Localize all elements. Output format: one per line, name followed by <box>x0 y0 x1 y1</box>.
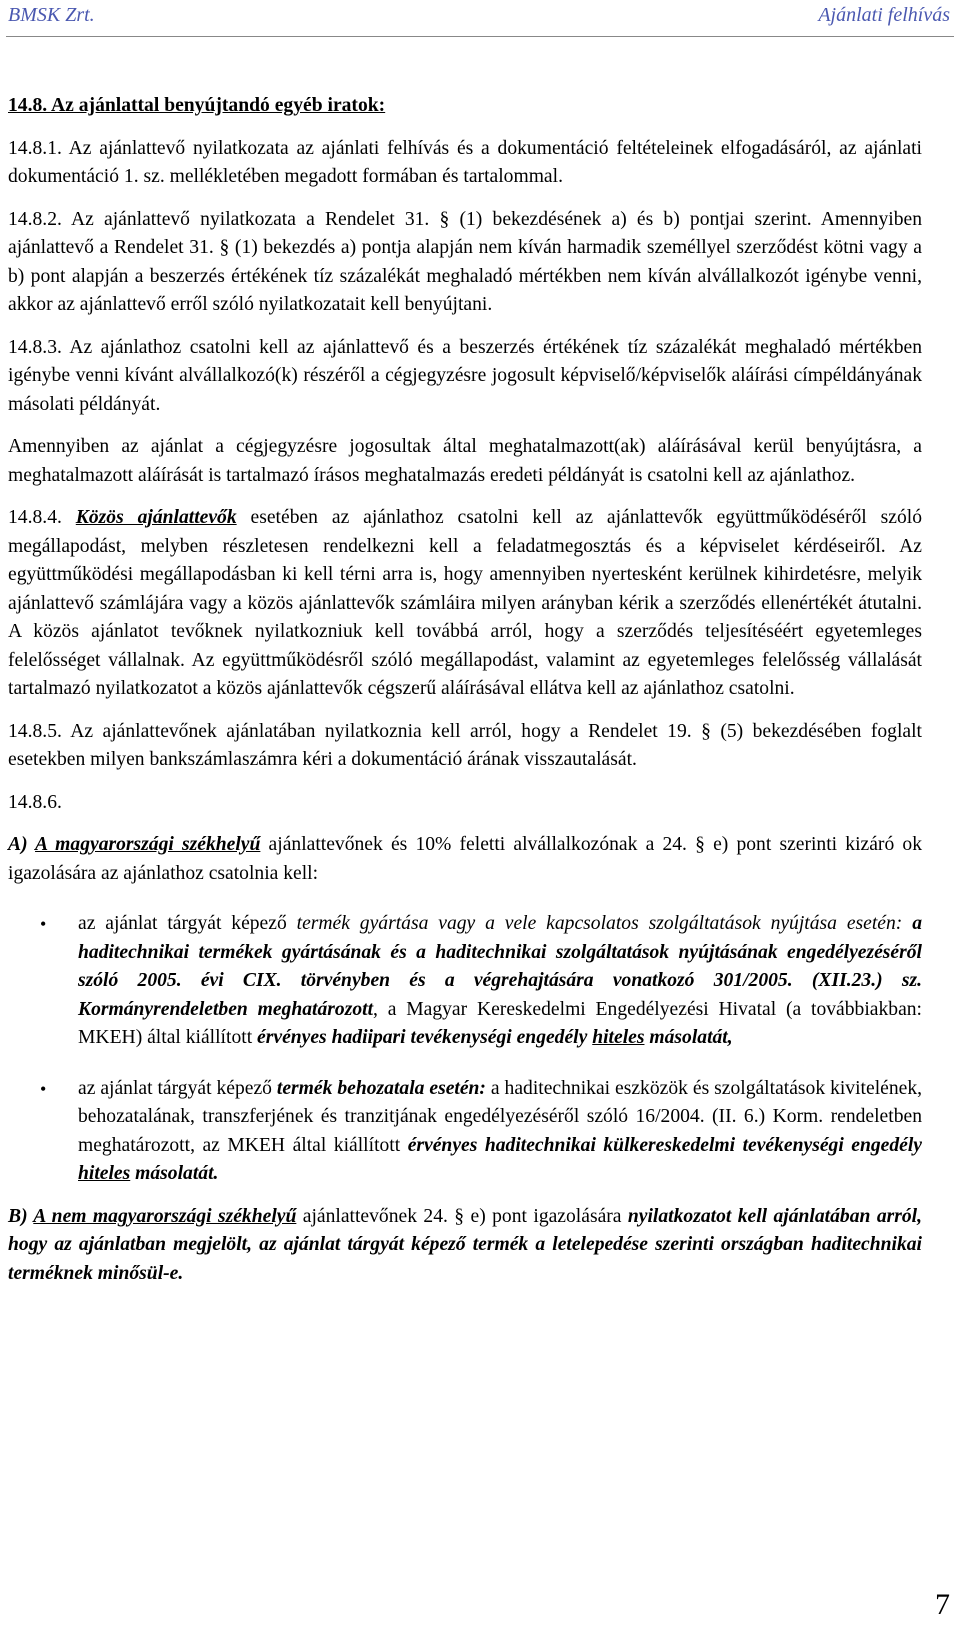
joint-bidders-term: Közös ajánlattevők <box>75 507 237 528</box>
paragraph-14-8-6: 14.8.6. <box>8 791 62 813</box>
header-rule <box>6 36 954 37</box>
paragraph-b: B) A nem magyarországi székhelyű ajánlattevőnek 24. § e) pont igazolására nyilatkozatot kell ajánlatában arról, hogy az ajánlatban megjelölt, az ajánlat tárgyát képező termék a letelepedése szerinti országban haditechnikai terméknek minősül-e. <box>8 1205 922 1284</box>
page-header <box>0 0 960 40</box>
paragraph-14-8-4: 14.8.4. Közös ajánlattevők esetében az ajánlathoz csatolni kell az ajánlattevők együttműködéséről szóló megállapodást, melyben részletesen rendelkezni kell a feladatmegosztás és a képviselet kérdéseiről. Az együttműködési megállapodásban ki kell térni arra is, hogy amennyiben nyertesként kerülnek kihirdetésre, melyik ajánlattevő számlájára vagy a közös ajánlattevők számláira milyen arányban kérik a szerződés ellenértékét átutalni. A közös ajánlatot tevőknek nyilatkozniuk kell továbbá arról, hogy a szerződés teljesítéséért egyetemleges felelősséget vállalnak. Az együttműködésről szóló megállapodást, valamint az egyetemleges felelősség vállalását tartalmazó nyilatkozatot a közös ajánlattevők cégszerű aláírásával ellátva kell az ajánlathoz csatolni. <box>8 507 923 699</box>
list-item: • az ajánlat tárgyát képező termék gyártása vagy a vele kapcsolatos szolgáltatások nyújtása esetén: a haditechnikai termékek gyártásának és a haditechnikai szolgáltatások nyújtásának engedélyezéséről szóló 2005. évi CIX. törvényben és a végrehajtására vonatkozó 301/2005. (XII.23.) sz. Kormányrendeletben meghatározott, a Magyar Kereskedelmi Engedélyezési Hivatal (a továbbiakban: MKEH) által kiállított érvényes hadiipari tevékenységi engedély hiteles másolatát, <box>8 910 922 1053</box>
paragraph-authorization: Amennyiben az ajánlat a cégjegyzésre jogosultak által meghatalmazott(ak) aláírásával kerül benyújtásra, a meghatalmazott aláírását is tartalmazó írásos meghatalmazás eredeti példányát is csatolni kell az ajánlathoz. <box>8 436 922 486</box>
document-body <box>8 92 922 1288</box>
header-company: BMSK Zrt. <box>8 4 95 26</box>
header-doc-title: Ajánlati felhívás <box>818 4 950 26</box>
paragraph-a: A) A magyarországi székhelyű ajánlattevőnek és 10% feletti alvállalkozónak a 24. § e) pont szerinti kizáró ok igazolására az ajánlathoz csatolnia kell: <box>8 834 922 884</box>
paragraph-14-8-5: 14.8.5. Az ajánlattevőnek ajánlatában nyilatkoznia kell arról, hogy a Rendelet 19. § (5) bekezdésében foglalt esetekben milyen bankszámlaszámra kéri a dokumentáció árának visszautalását. <box>8 720 922 770</box>
bullet-icon: • <box>40 1078 47 1099</box>
foreign-seat-term: A nem magyarországi székhelyű <box>33 1205 297 1227</box>
domestic-seat-term: A magyarországi székhelyű <box>35 834 261 855</box>
paragraph-14-8-1: 14.8.1. Az ajánlattevő nyilatkozata az ajánlati felhívás és a dokumentáció feltételeinek elfogadásáról, az ajánlati dokumentáció 1. sz. mellékletében megadott formában és tartalommal. <box>8 137 922 187</box>
page-number: 7 <box>935 1588 950 1621</box>
requirements-list <box>8 910 922 1189</box>
paragraph-14-8-2: 14.8.2. Az ajánlattevő nyilatkozata a Rendelet 31. § (1) bekezdésének a) és b) pontjai szerint. Amennyiben ajánlattevő a Rendelet 31. § (1) bekezdés a) pontja alapján nem kíván harmadik személlyel szerződést kötni vagy a b) pont alapján a beszerzés értékének tíz százalékát meghaladó mértékben nem kíván alvállalkozót igénybe venni, akkor az ajánlattevő erről szóló nyilatkozatait kell benyújtani. <box>8 208 922 315</box>
list-item: • az ajánlat tárgyát képező termék behozatala esetén: a haditechnikai eszközök és szolgáltatások kivitelének, behozatalának, transzferjének és tranzitjának engedélyezéséről szóló 16/2004. (II. 6.) Korm. rendeletben meghatározott, az MKEH által kiállított érvényes haditechnikai külkereskedelmi tevékenységi engedély hiteles másolatát. <box>8 1075 922 1189</box>
section-heading: 14.8. Az ajánlattal benyújtandó egyéb iratok: <box>8 95 386 116</box>
bullet-icon: • <box>40 914 47 934</box>
paragraph-14-8-3: 14.8.3. Az ajánlathoz csatolni kell az ajánlattevő és a beszerzés értékének tíz százalékát meghaladó mértékben igénybe venni kívánt alvállalkozó(k) részéről a cégjegyzésre jogosult képviselő/képviselők aláírási címpéldányának másolati példányát. <box>8 336 922 415</box>
